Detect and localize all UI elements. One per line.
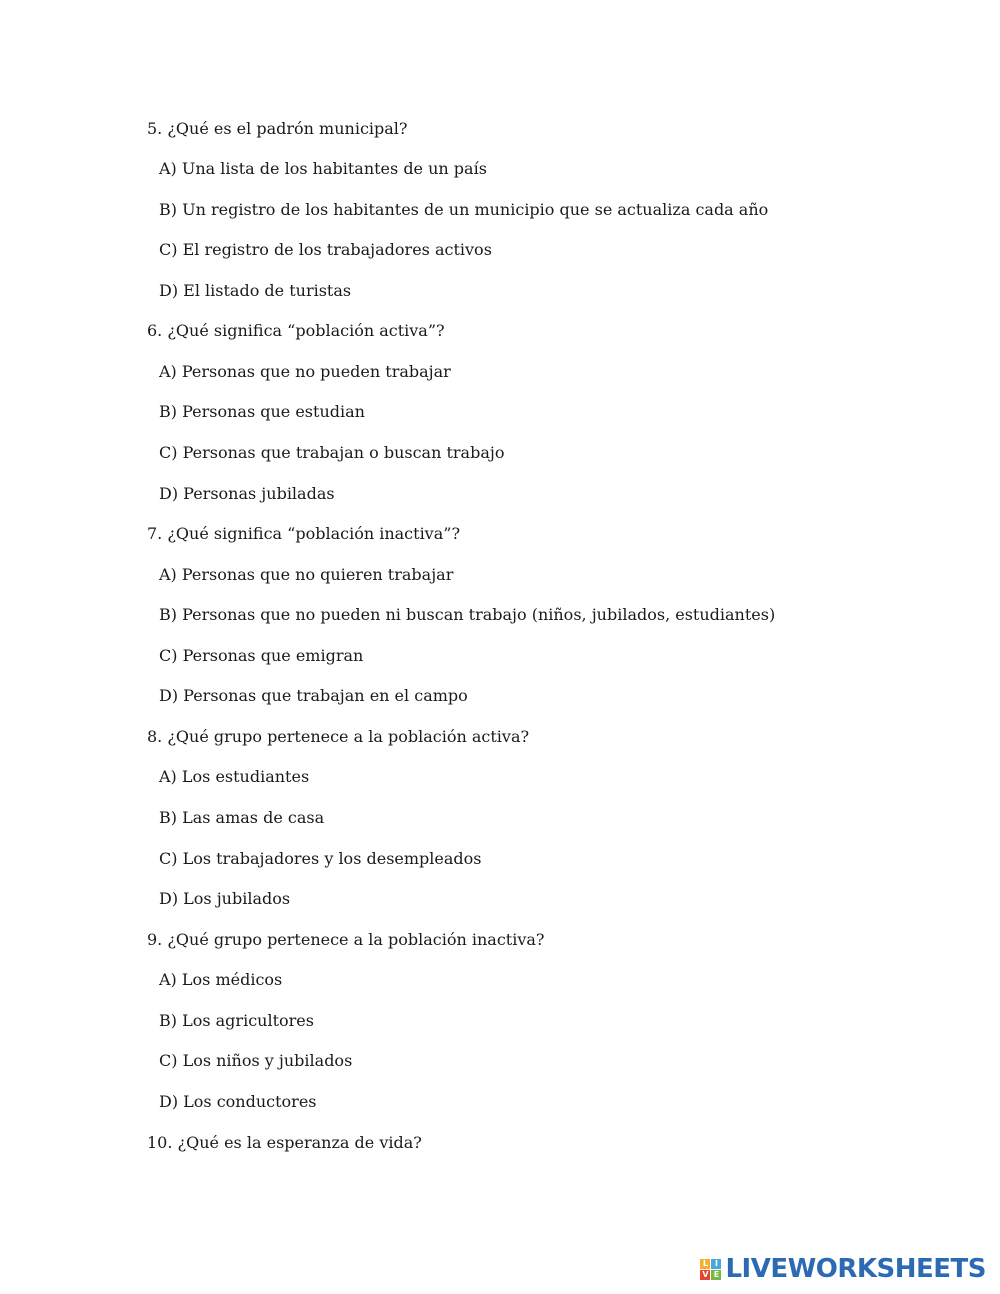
question-9: 9. ¿Qué grupo pertenece a la población inactiva?	[147, 930, 545, 949]
question-6-option-b: B) Personas que estudian	[159, 402, 365, 421]
question-6-option-d: D) Personas jubiladas	[159, 484, 335, 503]
question-5-option-d: D) El listado de turistas	[159, 281, 352, 300]
question-7-option-d: D) Personas que trabajan en el campo	[159, 686, 468, 705]
question-7: 7. ¿Qué significa “población inactiva”?	[147, 524, 461, 543]
question-7-option-b: B) Personas que no pueden ni buscan trabajo (niños, jubilados, estudiantes)	[159, 605, 776, 624]
question-8-option-b: B) Las amas de casa	[159, 808, 325, 827]
logo-square-e: E	[711, 1270, 721, 1280]
question-10: 10. ¿Qué es la esperanza de vida?	[147, 1133, 422, 1152]
question-6: 6. ¿Qué significa “población activa”?	[147, 321, 445, 340]
question-5-option-b: B) Un registro de los habitantes de un municipio que se actualiza cada año	[159, 200, 769, 219]
question-8-option-c: C) Los trabajadores y los desempleados	[159, 849, 482, 868]
question-9-option-b: B) Los agricultores	[159, 1011, 314, 1030]
logo-wordmark: LIVEWORKSHEETS	[725, 1254, 986, 1284]
question-8-option-a: A) Los estudiantes	[159, 767, 310, 786]
question-6-option-c: C) Personas que trabajan o buscan trabajo	[159, 443, 505, 462]
question-8: 8. ¿Qué grupo pertenece a la población activa?	[147, 727, 530, 746]
logo-squares-icon	[700, 1259, 721, 1280]
question-9-option-c: C) Los niños y jubilados	[159, 1051, 353, 1070]
liveworksheets-logo	[700, 1254, 986, 1284]
logo-square-i: I	[711, 1259, 721, 1269]
logo-square-l: L	[700, 1259, 710, 1269]
question-9-option-a: A) Los médicos	[159, 970, 283, 989]
question-5: 5. ¿Qué es el padrón municipal?	[147, 119, 408, 138]
question-5-option-c: C) El registro de los trabajadores activos	[159, 240, 492, 259]
question-7-option-a: A) Personas que no quieren trabajar	[159, 565, 454, 584]
logo-square-v: V	[702, 1269, 709, 1279]
question-7-option-c: C) Personas que emigran	[159, 646, 364, 665]
question-5-option-a: A) Una lista de los habitantes de un país	[159, 159, 487, 178]
question-9-option-d: D) Los conductores	[159, 1092, 317, 1111]
question-6-option-a: A) Personas que no pueden trabajar	[159, 362, 451, 381]
question-8-option-d: D) Los jubilados	[159, 889, 291, 908]
